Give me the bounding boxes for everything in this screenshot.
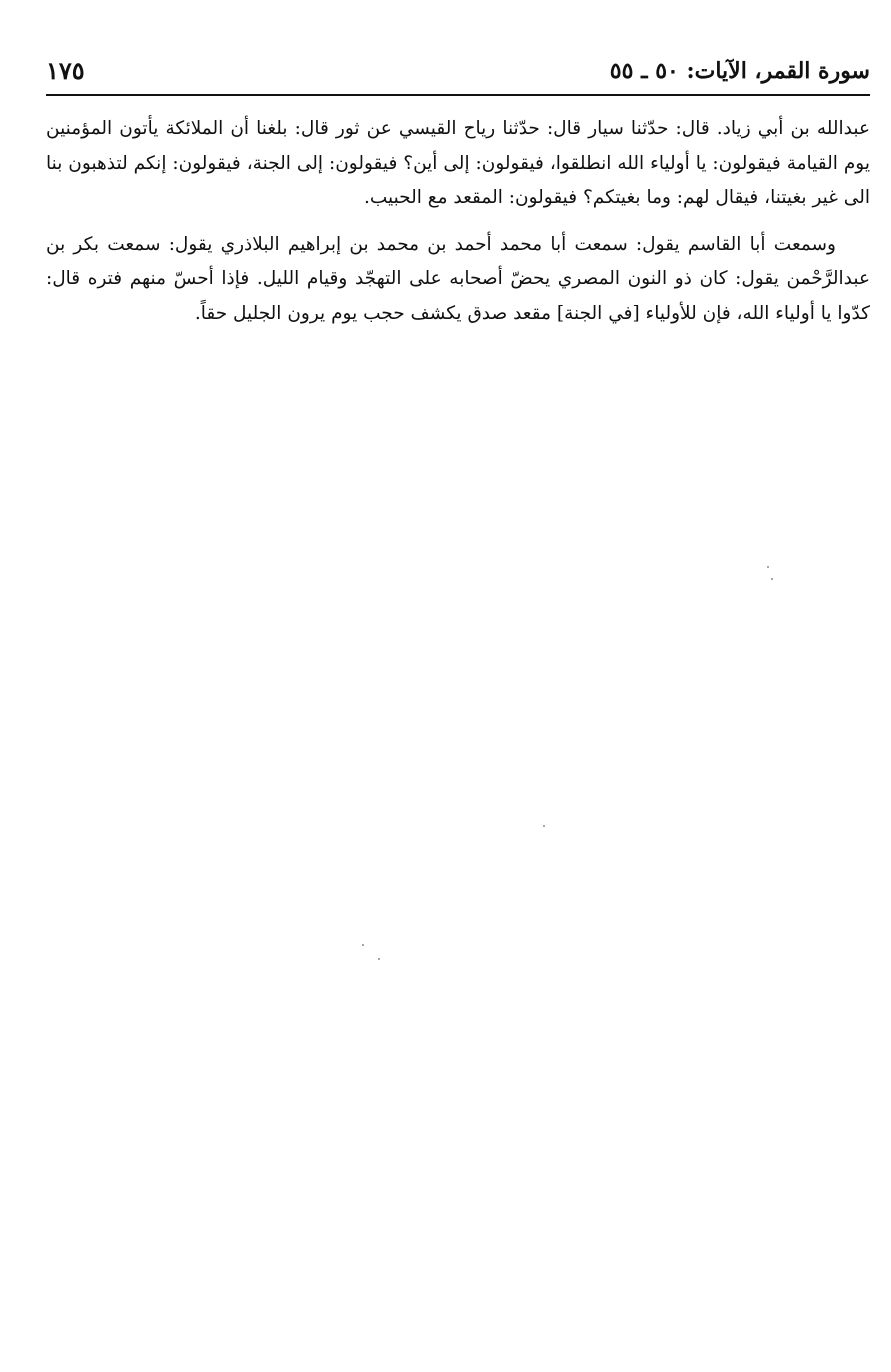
- paragraph: وسمعت أبا القاسم يقول: سمعت أبا محمد أحمد بن محمد بن إبراهيم البلاذري يقول: سمعت بكر بن عبدالرَّحْمن يقول: كان ذو النون المصري يحضّ أصحابه على التهجّد وقيام الليل. فإذا أحسّ منهم فتره قال: كدّوا يا أولياء الله، فإن للأولياء [في الجنة] مقعد صدق يكشف حجب يوم يرون الجليل حقاً.: [46, 233, 870, 324]
- scan-speck: [771, 578, 773, 580]
- page-number: ١٧٥: [46, 56, 85, 85]
- running-header: [46, 58, 870, 96]
- paragraph: عبدالله بن أبي زياد. قال: حدّثنا سيار قال: حدّثنا رياح القيسي عن ثور قال: بلغنا أن الملائكة يأتون المؤمنين يوم القيامة فيقولون: يا أولياء الله انطلقوا، فيقولون: إلى أين؟ فيقولون: إلى الجنة، فيقولون: إنكم لتذهبون بنا الى غير بغيتنا، فيقال لهم: وما بغيتكم؟ فيقولون: المقعد مع الحبيب.: [46, 118, 870, 208]
- scan-speck: [362, 944, 364, 946]
- scan-speck: [767, 566, 769, 568]
- running-title: سورة القمر، الآيات: ٥٠ ـ ٥٥: [609, 58, 870, 84]
- body-text: [46, 112, 870, 331]
- scan-speck: [543, 825, 545, 827]
- scan-speck: [378, 958, 380, 960]
